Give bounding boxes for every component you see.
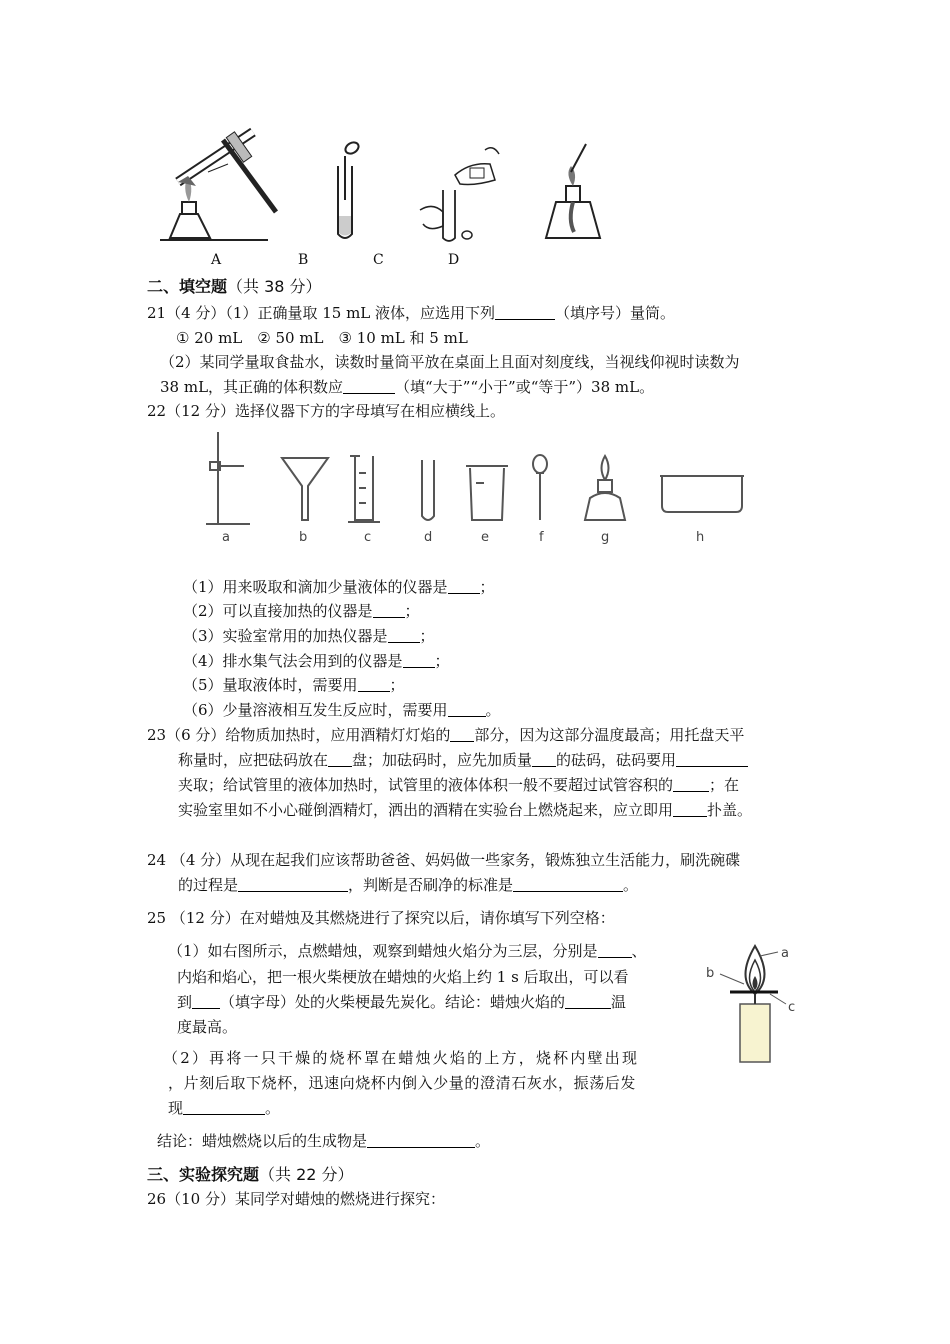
answer-blank[interactable] <box>367 1132 475 1148</box>
q23-text: 扑盖。 <box>707 801 753 819</box>
q21-text: 38 mL，其正确的体积数应 <box>160 378 344 396</box>
q21-line-3: （2）某同学量取食盐水，读数时量筒平放在桌面上且面对刻度线，当视线仰视时读数为 <box>160 353 740 371</box>
q25-text: 现 <box>168 1099 184 1117</box>
iron-stand-icon <box>206 432 250 524</box>
answer-blank[interactable] <box>598 942 632 958</box>
answer-blank[interactable] <box>388 627 420 643</box>
q25-text: 。 <box>265 1099 281 1117</box>
section-2-title: 二、填空题 <box>147 277 228 296</box>
q22-item-end: ； <box>479 578 495 596</box>
answer-blank[interactable] <box>373 602 405 618</box>
answer-blank[interactable] <box>676 751 748 767</box>
q25-p1-line-1 <box>168 940 647 961</box>
q22-item-end: ； <box>419 627 435 645</box>
q23-line-3 <box>178 774 739 795</box>
section-3-title: 三、实验探究题 <box>147 1165 260 1184</box>
figure-b-dropper-in-tube <box>330 138 370 243</box>
water-trough-icon <box>660 476 744 512</box>
answer-blank[interactable] <box>495 304 555 320</box>
q25-text: 结论：蜡烛燃烧以后的生成物是 <box>157 1132 368 1150</box>
graduated-cylinder-icon <box>348 456 380 522</box>
q25-p1-line-2: 内焰和焰心，把一根火柴梗放在蜡烛的火焰上约 1 s 后取出，可以看 <box>177 968 629 986</box>
answer-blank[interactable] <box>192 993 220 1009</box>
q22-item-end: 。 <box>485 701 501 719</box>
q25-conclusion <box>157 1130 490 1151</box>
figure-label-b: B <box>298 252 309 268</box>
answer-blank[interactable] <box>513 876 623 892</box>
q22-item-1 <box>183 576 495 597</box>
q22-item-text: （5）量取液体时，需要用 <box>183 676 358 694</box>
instrument-label-g: g <box>601 530 610 545</box>
q23-text: 盘；加砝码时，应先加质量 <box>352 751 533 769</box>
section-3-points: （共 22 分） <box>259 1165 354 1184</box>
answer-blank[interactable] <box>532 751 556 767</box>
instrument-label-b: b <box>299 530 308 545</box>
figure-a-heating-test-tube <box>158 122 283 244</box>
candle-label-b: b <box>706 966 715 981</box>
q25-p1-line-4: 度最高。 <box>177 1018 238 1036</box>
q23-text: 的砝码，砝码要用 <box>556 751 677 769</box>
section-2-heading <box>147 274 322 297</box>
funnel-icon <box>282 458 328 520</box>
q24-text: ，判断是否刷净的标准是 <box>348 876 514 894</box>
q25-p2-line-2: ，片刻后取下烧杯，迅速向烧杯内倒入少量的澄清石灰水，振荡后发 <box>168 1074 637 1092</box>
q23-text: 称量时，应把砝码放在 <box>178 751 329 769</box>
section-2-points: （共 38 分） <box>227 277 322 296</box>
q23-line-1 <box>147 724 744 745</box>
q22-item-end: ； <box>434 652 450 670</box>
q22-item-end: ； <box>389 676 405 694</box>
q22-item-text: （3）实验室常用的加热仪器是 <box>183 627 388 645</box>
q24-text: 的过程是 <box>178 876 239 894</box>
answer-blank[interactable] <box>448 701 486 717</box>
q25-intro: 25 （12 分）在对蜡烛及其燃烧进行了探究以后，请你填写下列空格： <box>147 909 615 927</box>
q21-text: （填“大于”“小于”或“等于”）38 mL。 <box>395 378 655 396</box>
q21-options: ① 20 mL ② 50 mL ③ 10 mL 和 5 mL <box>176 329 468 347</box>
q22-item-text: （6）少量溶液相互发生反应时，需要用 <box>183 701 448 719</box>
instrument-label-h: h <box>696 530 705 545</box>
q25-text: 。 <box>475 1132 491 1150</box>
instrument-label-e: e <box>481 530 489 545</box>
q22-item-text: （4）排水集气法会用到的仪器是 <box>183 652 403 670</box>
q22-item-text: （2）可以直接加热的仪器是 <box>183 602 373 620</box>
q26-intro: 26（10 分）某同学对蜡烛的燃烧进行探究： <box>147 1190 445 1208</box>
instrument-label-f: f <box>539 530 544 545</box>
answer-blank[interactable] <box>673 776 709 792</box>
answer-blank[interactable] <box>238 876 348 892</box>
q22-item-5 <box>183 674 405 695</box>
q25-p1-line-3 <box>177 991 626 1012</box>
q22-instruments-figure <box>200 428 760 528</box>
q22-item-4 <box>183 650 450 671</box>
alcohol-lamp-icon <box>585 456 625 520</box>
answer-blank[interactable] <box>448 578 480 594</box>
dropper-icon <box>533 455 547 520</box>
figure-d-alcohol-lamp-lighting <box>538 140 618 245</box>
q22-item-end: ； <box>404 602 420 620</box>
q24-line-2 <box>178 874 638 895</box>
answer-blank[interactable] <box>358 676 390 692</box>
q21-line-4 <box>160 376 654 397</box>
answer-blank[interactable] <box>343 378 395 394</box>
figure-label-c: C <box>373 252 384 268</box>
q22-intro: 22（12 分）选择仪器下方的字母填写在相应横线上。 <box>147 402 505 420</box>
answer-blank[interactable] <box>673 801 707 817</box>
q22-item-3 <box>183 625 435 646</box>
instrument-label-d: d <box>424 530 433 545</box>
q22-item-text: （1）用来吸取和滴加少量液体的仪器是 <box>183 578 448 596</box>
q25-text: 到 <box>177 993 193 1011</box>
q23-text: ；在 <box>709 776 740 794</box>
candle-label-c: c <box>788 1000 796 1015</box>
answer-blank[interactable] <box>183 1099 265 1115</box>
candle-label-a: a <box>781 946 789 961</box>
answer-blank[interactable] <box>450 726 474 742</box>
q21-line-1 <box>147 302 675 323</box>
q23-line-4 <box>178 799 752 820</box>
q25-text: （填字母）处的火柴梗最先炭化。结论：蜡烛火焰的 <box>220 993 566 1011</box>
q24-line-1: 24 （4 分）从现在起我们应该帮助爸爸、妈妈做一些家务，锻炼独立生活能力，刷洗碗碟 <box>147 851 741 869</box>
beaker-icon <box>466 466 508 520</box>
instrument-label-a: a <box>222 530 230 545</box>
q23-line-2 <box>178 749 748 770</box>
q22-item-2 <box>183 600 420 621</box>
q22-item-6 <box>183 699 501 720</box>
section-3-heading <box>147 1162 354 1185</box>
q21-text: （填序号）量筒。 <box>555 304 676 322</box>
answer-blank[interactable] <box>565 993 611 1009</box>
q23-text: 夹取；给试管里的液体加热时，试管里的液体体积一般不要超过试管容积的 <box>178 776 674 794</box>
answer-blank[interactable] <box>403 652 435 668</box>
q23-text: 实验室里如不小心碰倒酒精灯，洒出的酒精在实验台上燃烧起来，应立即用 <box>178 801 674 819</box>
q25-p2-line-1: （2）再将一只干燥的烧杯罩在蜡烛火焰的上方，烧杯内壁出现 <box>163 1049 640 1067</box>
q23-text: 23（6 分）给物质加热时，应用酒精灯灯焰的 <box>147 726 451 744</box>
figure-c-pouring-liquid <box>415 140 500 245</box>
q25-text: 、 <box>631 942 647 960</box>
test-tube-icon <box>422 460 434 520</box>
q23-text: 部分，因为这部分温度最高；用托盘天平 <box>474 726 745 744</box>
answer-blank[interactable] <box>328 751 352 767</box>
q25-text: 温 <box>611 993 627 1011</box>
q25-p2-line-3 <box>168 1097 280 1118</box>
figure-label-d: D <box>448 252 460 268</box>
q25-text: （1）如右图所示，点燃蜡烛，观察到蜡烛火焰分为三层，分别是 <box>168 942 598 960</box>
q24-text: 。 <box>623 876 639 894</box>
figure-label-a: A <box>211 252 222 268</box>
instrument-label-c: c <box>364 530 372 545</box>
q21-text: 21（4 分）（1）正确量取 15 mL 液体，应选用下列 <box>147 304 496 322</box>
